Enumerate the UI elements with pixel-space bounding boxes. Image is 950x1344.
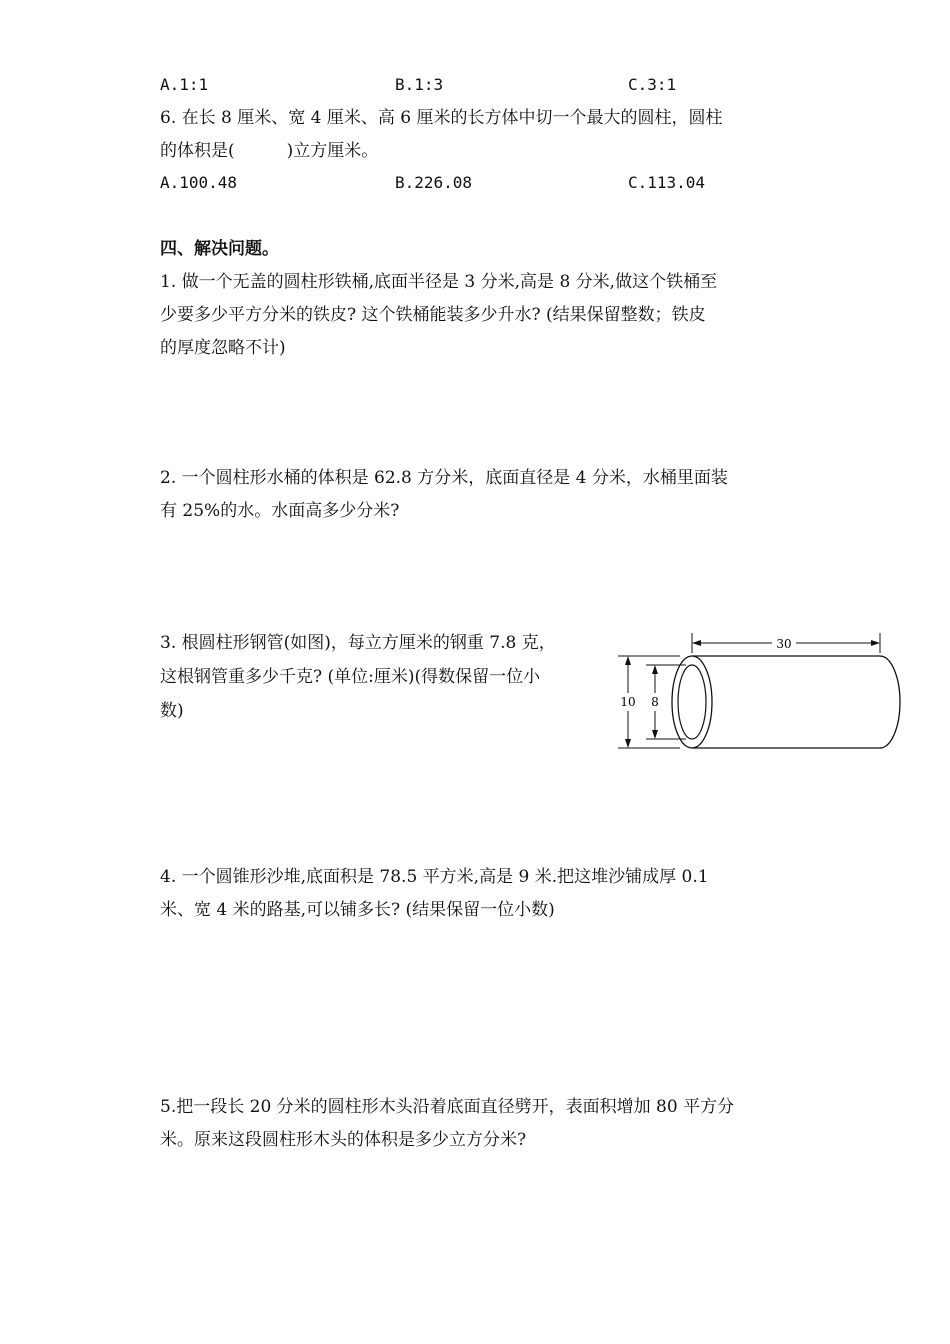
problem-3-line-2: 这根钢管重多少千克? (单位:厘米)(得数保留一位小 — [160, 667, 541, 687]
section-heading: 四、解决问题。 — [160, 239, 279, 259]
arrow-left-icon — [692, 640, 701, 646]
problem-1-line-1: 1. 做一个无盖的圆柱形铁桶,底面半径是 3 分米,高是 8 分米,做这个铁桶至 — [160, 272, 718, 292]
q6-option-a: A.100.48 — [160, 173, 238, 192]
problem-3-line-3: 数) — [160, 701, 184, 721]
outer-diameter-label: 10 — [620, 695, 636, 709]
inner-diameter-label: 8 — [651, 695, 659, 709]
q6-text-after-blank: )立方厘米。 — [286, 141, 379, 161]
problem-3-line-1: 3. 根圆柱形钢管(如图)，每立方厘米的钢重 7.8 克， — [160, 633, 556, 653]
problem-4-line-2: 米、宽 4 米的路基,可以铺多长? (结果保留一位小数) — [160, 900, 555, 920]
arrow-down-icon — [652, 730, 658, 739]
problem-4-line-1: 4. 一个圆锥形沙堆,底面积是 78.5 平方米,高是 9 米.把这堆沙铺成厚 0.1 — [160, 867, 709, 887]
q6-option-c: C.113.04 — [628, 173, 706, 192]
q6-text-line-2 — [160, 140, 378, 162]
problem-5-line-1: 5.把一段长 20 分米的圆柱形木头沿着底面直径劈开，表面积增加 80 平方分 — [160, 1097, 735, 1117]
arrow-up-icon — [652, 665, 658, 674]
length-label: 30 — [776, 637, 792, 651]
pipe-inner-circle — [678, 665, 706, 739]
q6-text-line-1: 6. 在长 8 厘米、宽 4 厘米、高 6 厘米的长方体中切一个最大的圆柱，圆柱 — [160, 108, 723, 128]
arrow-up-icon — [625, 656, 631, 665]
pipe-far-end — [880, 656, 900, 748]
problem-1-line-3: 的厚度忽略不计) — [160, 338, 286, 358]
problem-5-line-2: 米。原来这段圆柱形木头的体积是多少立方分米? — [160, 1130, 527, 1150]
q5-option-a: A.1:1 — [160, 75, 209, 94]
q6-option-b: B.226.08 — [395, 173, 473, 192]
q5-option-b: B.1:3 — [395, 75, 444, 94]
problem-2-line-1: 2. 一个圆柱形水桶的体积是 62.8 方分米，底面直径是 4 分米，水桶里面装 — [160, 468, 728, 488]
q5-option-c: C.3:1 — [628, 75, 677, 94]
arrow-right-icon — [871, 640, 880, 646]
q6-text-before-blank: 的体积是( — [160, 141, 235, 161]
arrow-down-icon — [625, 739, 631, 748]
steel-pipe-figure — [610, 625, 910, 760]
problem-2-line-2: 有 25%的水。水面高多少分米? — [160, 501, 400, 521]
problem-1-line-2: 少要多少平方分米的铁皮? 这个铁桶能装多少升水? (结果保留整数；铁皮 — [160, 305, 706, 325]
